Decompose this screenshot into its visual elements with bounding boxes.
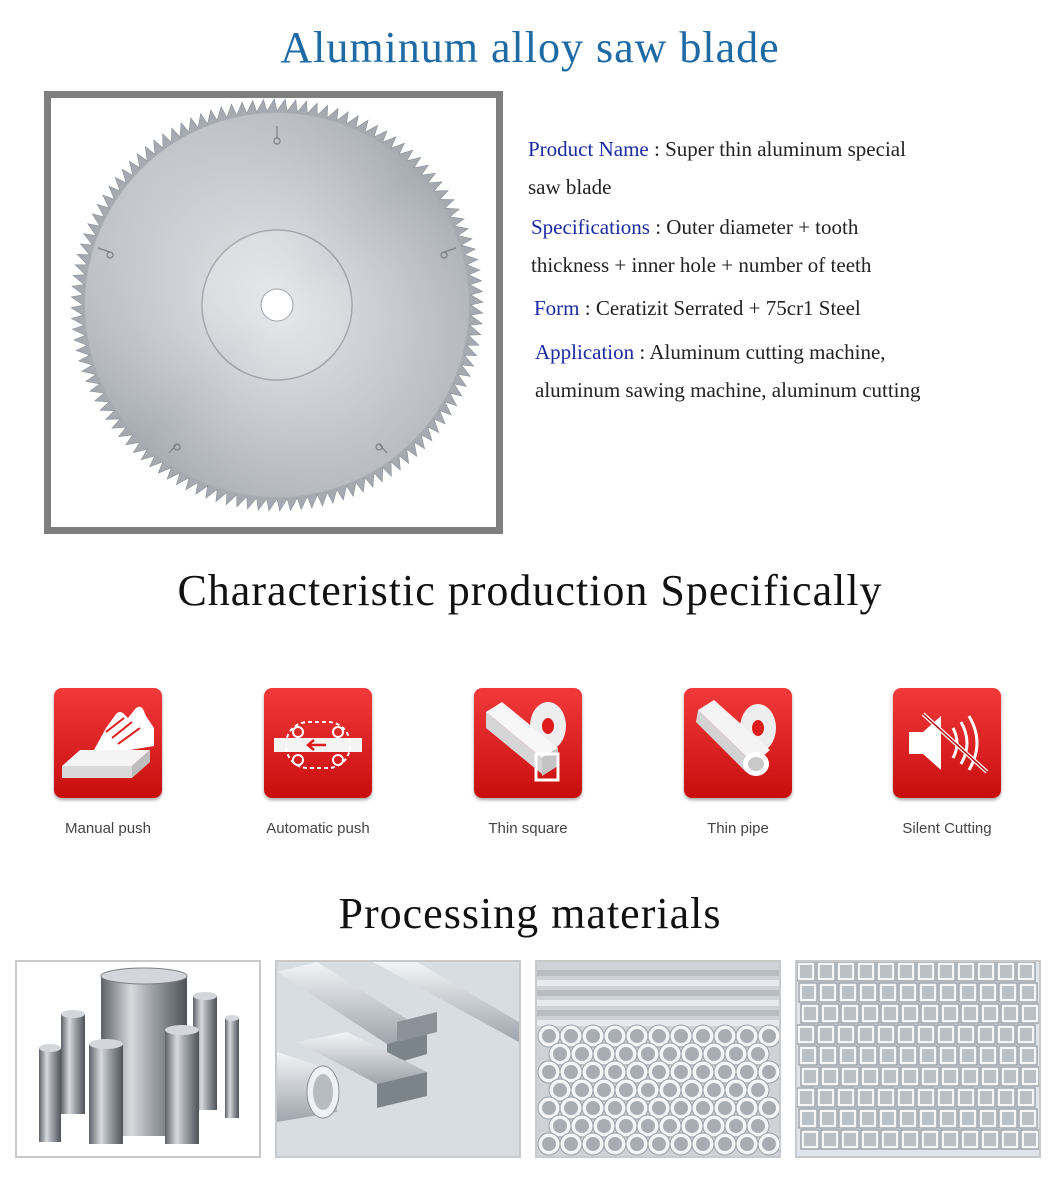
pipe-bundle-image [537, 962, 779, 1156]
spec-value: : Outer diameter + tooth [649, 215, 859, 239]
feature-label: Thin square [488, 820, 568, 837]
rectangular-tube-image [797, 962, 1039, 1156]
square-tube-icon [474, 688, 582, 798]
materials-title: Processing materials [338, 889, 722, 938]
hand-push-icon [54, 688, 162, 798]
spec-product-name-cont: saw blade [528, 175, 612, 199]
material-photo-square-tubes [275, 960, 521, 1158]
feature-label: Thin pipe [707, 820, 769, 837]
feature-label: Automatic push [266, 820, 370, 837]
spec-application-cont: aluminum sawing machine, aluminum cutting [535, 378, 921, 402]
blade-arbor-hole [261, 289, 293, 321]
spec-product-name [528, 130, 906, 168]
spec-value: : Ceratizit Serrated + 75cr1 Steel [579, 296, 861, 320]
feature-label: Silent Cutting [902, 820, 992, 837]
spec-form [534, 289, 861, 327]
feature-label: Manual push [65, 820, 151, 837]
spec-application [535, 333, 886, 371]
material-photo-rectangular-tubes [795, 960, 1041, 1158]
spec-key: Product Name [528, 137, 649, 161]
conveyor-push-icon [264, 688, 372, 798]
spec-specifications-cont: thickness + inner hole + number of teeth [531, 253, 872, 277]
spec-value: : Aluminum cutting machine, [634, 340, 886, 364]
features-title: Characteristic production Specifically [177, 566, 883, 615]
spec-key: Application [535, 340, 635, 364]
spec-specifications [531, 208, 858, 246]
saw-blade-image [51, 98, 496, 527]
material-photo-pipe-bundle [535, 960, 781, 1158]
mute-icon [893, 688, 1001, 798]
page-title: Aluminum alloy saw blade [280, 23, 780, 72]
saw-blade-photo [44, 91, 503, 534]
spec-key: Form [534, 296, 580, 320]
spec-value: : Super thin aluminum special [648, 137, 906, 161]
spec-key: Specifications [531, 215, 650, 239]
round-pipe-icon [684, 688, 792, 798]
material-photo-round-tubes [15, 960, 261, 1158]
